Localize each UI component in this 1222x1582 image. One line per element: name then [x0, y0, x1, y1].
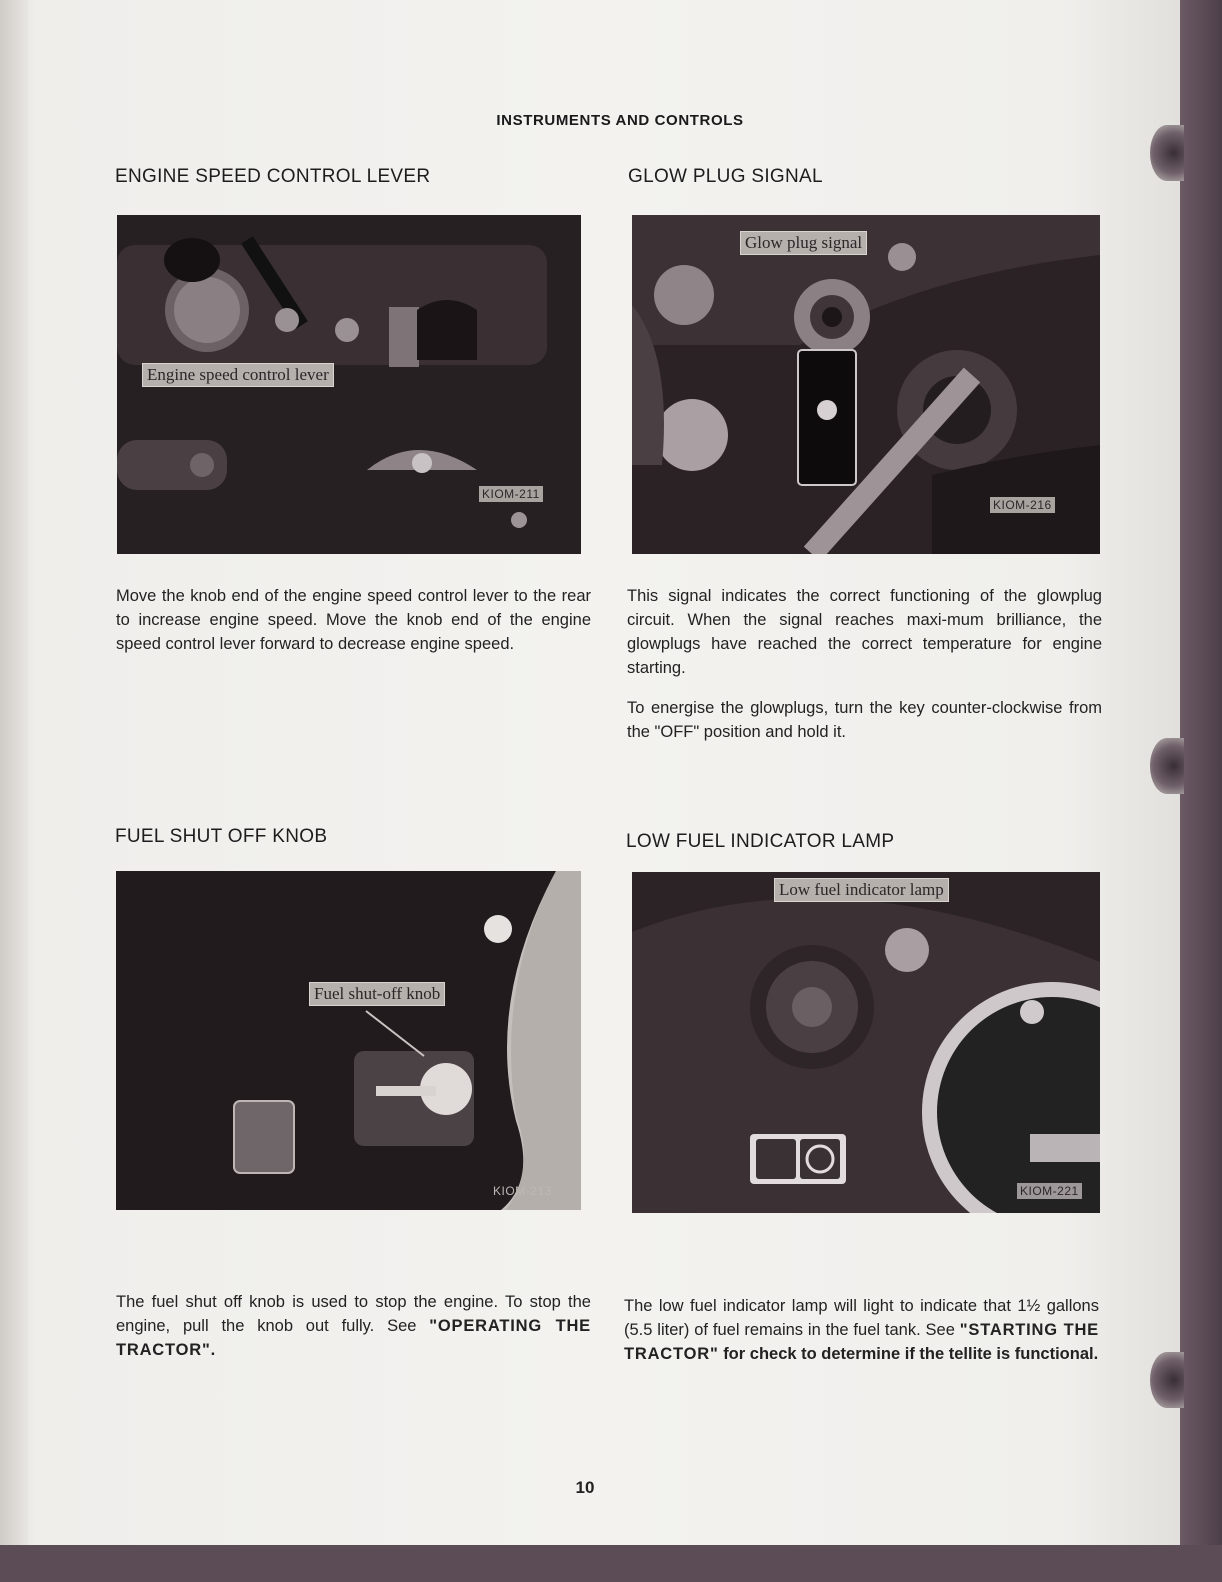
low-fuel-reference: "STARTING THE TRACTOR"	[624, 1321, 1099, 1363]
glow-plug-photo	[632, 215, 1100, 554]
low-fuel-photo	[632, 872, 1100, 1213]
low-fuel-photo-label: Low fuel indicator lamp	[774, 878, 949, 902]
binder-edge	[1180, 0, 1222, 1582]
fuel-shut-off-reference: "OPERATING THE TRACTOR".	[116, 1317, 591, 1359]
engine-speed-description	[116, 584, 591, 672]
low-fuel-description	[624, 1294, 1099, 1382]
bottom-edge	[0, 1545, 1222, 1582]
glow-plug-description	[627, 584, 1102, 760]
fuel-shut-off-text: The fuel shut off knob is used to stop the engine. To stop the engine, pull the knob out fully. See	[116, 1293, 591, 1335]
low-fuel-text-end: for check to determine if the tellite is functional.	[723, 1345, 1099, 1363]
glow-plug-text-1: This signal indicates the correct functioning of the glowplug circuit. When the signal reaches maxi-mum brilliance, the glowplugs have reached the correct temperature for engine starting.	[627, 587, 1102, 677]
engine-speed-title: ENGINE SPEED CONTROL LEVER	[115, 166, 431, 187]
page-header-title: INSTRUMENTS AND CONTROLS	[496, 112, 744, 129]
low-fuel-title: LOW FUEL INDICATOR LAMP	[626, 831, 895, 852]
low-fuel-text: The low fuel indicator lamp will light to indicate that 1½ gallons (5.5 liter) of fuel remains in the fuel tank. See	[624, 1297, 1099, 1339]
engine-speed-photo-label: Engine speed control lever	[142, 363, 334, 387]
glow-plug-title: GLOW PLUG SIGNAL	[628, 166, 823, 187]
fuel-shut-off-description	[116, 1290, 591, 1378]
glow-plug-text-2: To energise the glowplugs, turn the key counter-clockwise from the "OFF" position and hold it.	[627, 699, 1102, 741]
glow-plug-photo-code: KIOM-216	[990, 497, 1055, 513]
fuel-shut-off-photo	[116, 871, 581, 1210]
fuel-shut-off-photo-code: KIOM-213	[493, 1184, 552, 1198]
binder-hole-top	[1150, 125, 1184, 181]
binder-hole-bottom	[1150, 1352, 1184, 1408]
engine-speed-photo	[117, 215, 581, 554]
binder-hole-middle	[1150, 738, 1184, 794]
engine-speed-photo-code: KIOM-211	[479, 486, 543, 502]
engine-speed-text: Move the knob end of the engine speed control lever to the rear to increase engine speed. Move the knob end of the engine speed control lever forward to decrease engine speed.	[116, 587, 591, 653]
page-spine	[0, 0, 28, 1545]
fuel-shut-off-title: FUEL SHUT OFF KNOB	[115, 826, 328, 847]
fuel-shut-off-photo-label: Fuel shut-off knob	[309, 982, 445, 1006]
low-fuel-photo-code: KIOM-221	[1017, 1183, 1082, 1199]
glow-plug-photo-label: Glow plug signal	[740, 231, 867, 255]
page-number: 10	[575, 1478, 595, 1497]
